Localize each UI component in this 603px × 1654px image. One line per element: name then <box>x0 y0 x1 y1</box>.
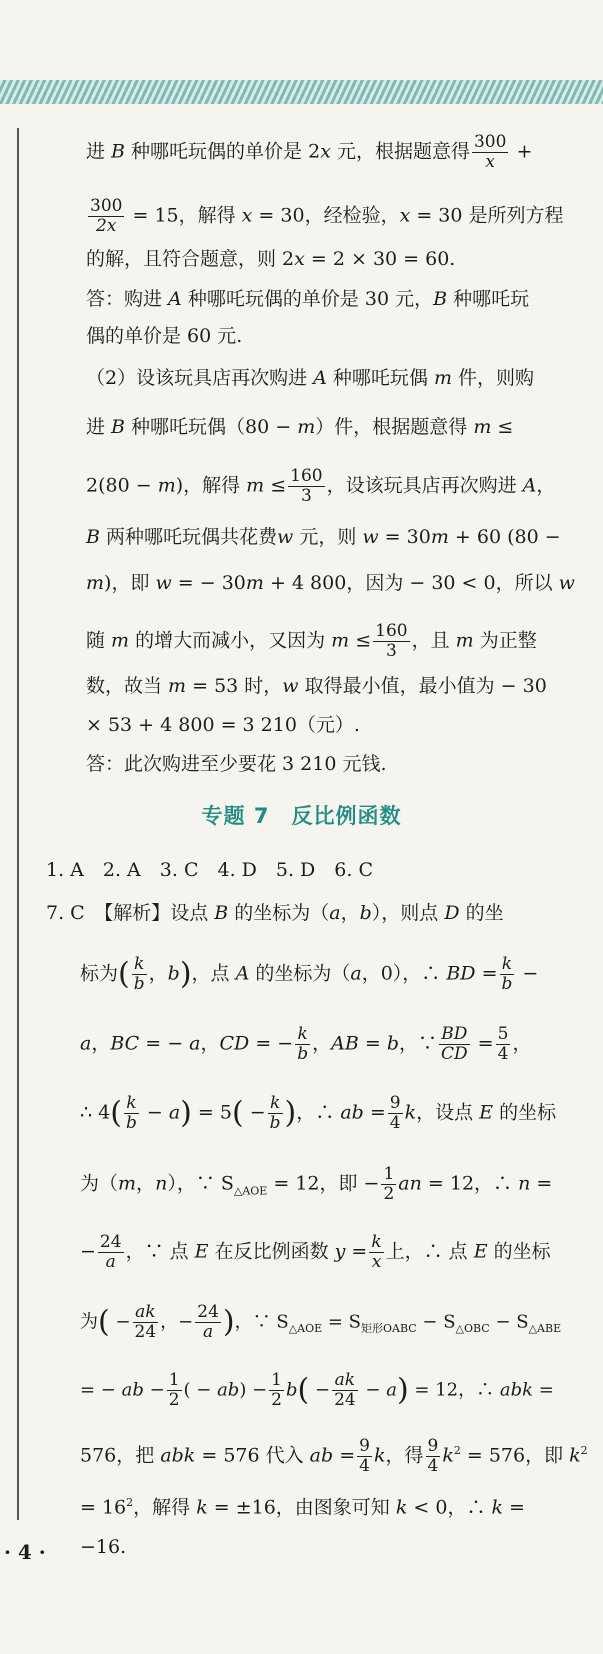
fraction: $\frac{k}{b}$ <box>125 1093 137 1133</box>
fraction: $\frac{k}{b}$ <box>501 954 513 994</box>
right-paren: ) <box>180 1095 192 1131</box>
fraction: $\frac{ak}{24}$ <box>134 1302 157 1342</box>
text-line-5: 偶的单价是 60 元. <box>86 325 243 347</box>
fraction: $\frac{300}{2x}$ <box>90 196 123 236</box>
header-stripe <box>0 80 603 104</box>
q7-line-5: 为（m，n），∵ $S_{\triangle AOE} = 12$，即 − $\frac{1}{2}$ an = 12，∴ n = <box>80 1164 553 1204</box>
q7-line-1: 7. C 【解析】设点 B 的坐标为（a，b），则点 D 的坐 <box>46 902 504 924</box>
q7-line-4: ∴ 4( $\frac{k}{b}$ − a) = 5( − $\frac{k}{b}$ )，∴ ab = $\frac{9}{4}$ k，设点 E 的坐标 <box>80 1093 557 1133</box>
left-paren: ( <box>297 1372 310 1408</box>
right-paren: ) <box>284 1095 297 1131</box>
right-paren: ) <box>222 1304 235 1340</box>
fraction: $\frac{1}{2}$ <box>271 1370 282 1410</box>
text-line-14: 答：此次购进至少要花 3 210 元钱. <box>86 753 387 775</box>
text-line-12: 数，故当 m = 53 时，w 取得最小值，最小值为 − 30 <box>86 675 547 697</box>
q7-line-2: 标为( $\frac{k}{b}$ ，b)，点 A 的坐标为（a，0），∴ BD = $\frac{k}{b}$ − <box>80 954 539 994</box>
q7-line-8: = − ab − $\frac{1}{2}$ ( − ab) − $\frac{1}{2}$ b( − $\frac{ak}{24}$ − a) = 12，∴ abk = <box>80 1370 554 1410</box>
text-line-13: × 53 + 4 800 = 3 210（元）. <box>86 714 360 736</box>
text-line-1: 进 B 种哪吒玩偶的单价是 2x 元，根据题意得 $\frac{300}{x}$ + <box>86 132 533 172</box>
left-paren: ( <box>98 1304 110 1340</box>
text-line-10: m)，即 w = − 30m + 4 800，因为 − 30 < 0，所以 w <box>86 572 575 594</box>
left-paren: ( <box>118 956 130 992</box>
text-line-6: （2）设该玩具店再次购进 A 种哪吒玩偶 m 件，则购 <box>86 367 535 389</box>
fraction: $\frac{ak}{24}$ <box>334 1370 356 1410</box>
page-number: · 4 · <box>4 1540 46 1564</box>
q7-line-6: − $\frac{24}{a}$ ，∵ 点 E 在反比例函数 y = $\frac{k}{x}$ 上，∴ 点 E 的坐标 <box>80 1232 551 1272</box>
fraction: $\frac{9}{4}$ <box>359 1436 370 1476</box>
fraction: $\frac{k}{b}$ <box>133 954 145 994</box>
fraction: $\frac{BD}{CD}$ <box>441 1024 468 1064</box>
fraction: $\frac{160}{3}$ <box>375 621 408 661</box>
right-paren: ) <box>396 1372 409 1408</box>
q7-line-9: 576，把 abk = 576 代入 ab = $\frac{9}{4}$ k，得 $\frac{9}{4}$ $k^2 = 576$，即 $k^2$ <box>80 1436 588 1476</box>
text-line-9: B 两种哪吒玩偶共花费w 元，则 w = 30m + 60 (80 − <box>86 526 561 548</box>
text-line-4: 答：购进 A 种哪吒玩偶的单价是 30 元，B 种哪吒玩 <box>86 288 530 310</box>
fraction: $\frac{1}{2}$ <box>168 1370 180 1410</box>
text-line-11: 随 m 的增大而减小，又因为 m ≤ $\frac{160}{3}$ ，且 m 为正整 <box>86 621 537 661</box>
fraction: $\frac{24}{a}$ <box>99 1232 122 1272</box>
fraction: $\frac{9}{4}$ <box>427 1436 439 1476</box>
fraction: $\frac{9}{4}$ <box>389 1093 401 1133</box>
fraction: $\frac{k}{b}$ <box>297 1024 309 1064</box>
fraction: $\frac{24}{a}$ <box>197 1302 219 1342</box>
section-heading: 专题 7 反比例函数 <box>201 804 402 828</box>
text-line-8: 2(80 − m)，解得 m ≤ $\frac{160}{3}$ ，设该玩具店再次购进 A， <box>86 466 556 506</box>
text-line-2: $\frac{300}{2x}$ = 15，解得 x = 30，经检验，x = 30 是所列方程 <box>90 196 564 236</box>
q7-line-10: = $16^2$，解得 k = ±16，由图象可知 k < 0，∴ k = <box>80 1496 525 1519</box>
text-line-7: 进 B 种哪吒玩偶（80 − m）件，根据题意得 m ≤ <box>86 416 514 438</box>
fraction: $\frac{k}{x}$ <box>371 1232 382 1272</box>
fraction: $\frac{k}{b}$ <box>269 1093 281 1133</box>
right-paren: ) <box>179 956 192 992</box>
q7-line-3: a，BC = − a，CD = − $\frac{k}{b}$ ，AB = b，∵ $\frac{BD}{CD}$ = $\frac{5}{4}$ ， <box>80 1024 532 1064</box>
left-paren: ( <box>110 1095 122 1131</box>
fraction: $\frac{5}{4}$ <box>497 1024 509 1064</box>
q7-line-7: 为( − $\frac{ak}{24}$ ，− $\frac{24}{a}$ )，∵ $S_{\triangle AOE} = S_{矩形OABC} - S_{\triangle OBC} - S_{\triangle ABE}$ <box>80 1302 562 1342</box>
fraction: $\frac{300}{x}$ <box>473 132 507 172</box>
left-paren: ( <box>231 1095 244 1131</box>
fraction: $\frac{1}{2}$ <box>383 1164 395 1204</box>
q7-line-11: −16. <box>80 1536 127 1558</box>
answers-line: 1. A 2. A 3. C 4. D 5. D 6. C <box>46 859 373 881</box>
fraction: $\frac{160}{3}$ <box>290 466 323 506</box>
text-line-3: 的解，且符合题意，则 2x = 2 × 30 = 60. <box>86 248 456 270</box>
